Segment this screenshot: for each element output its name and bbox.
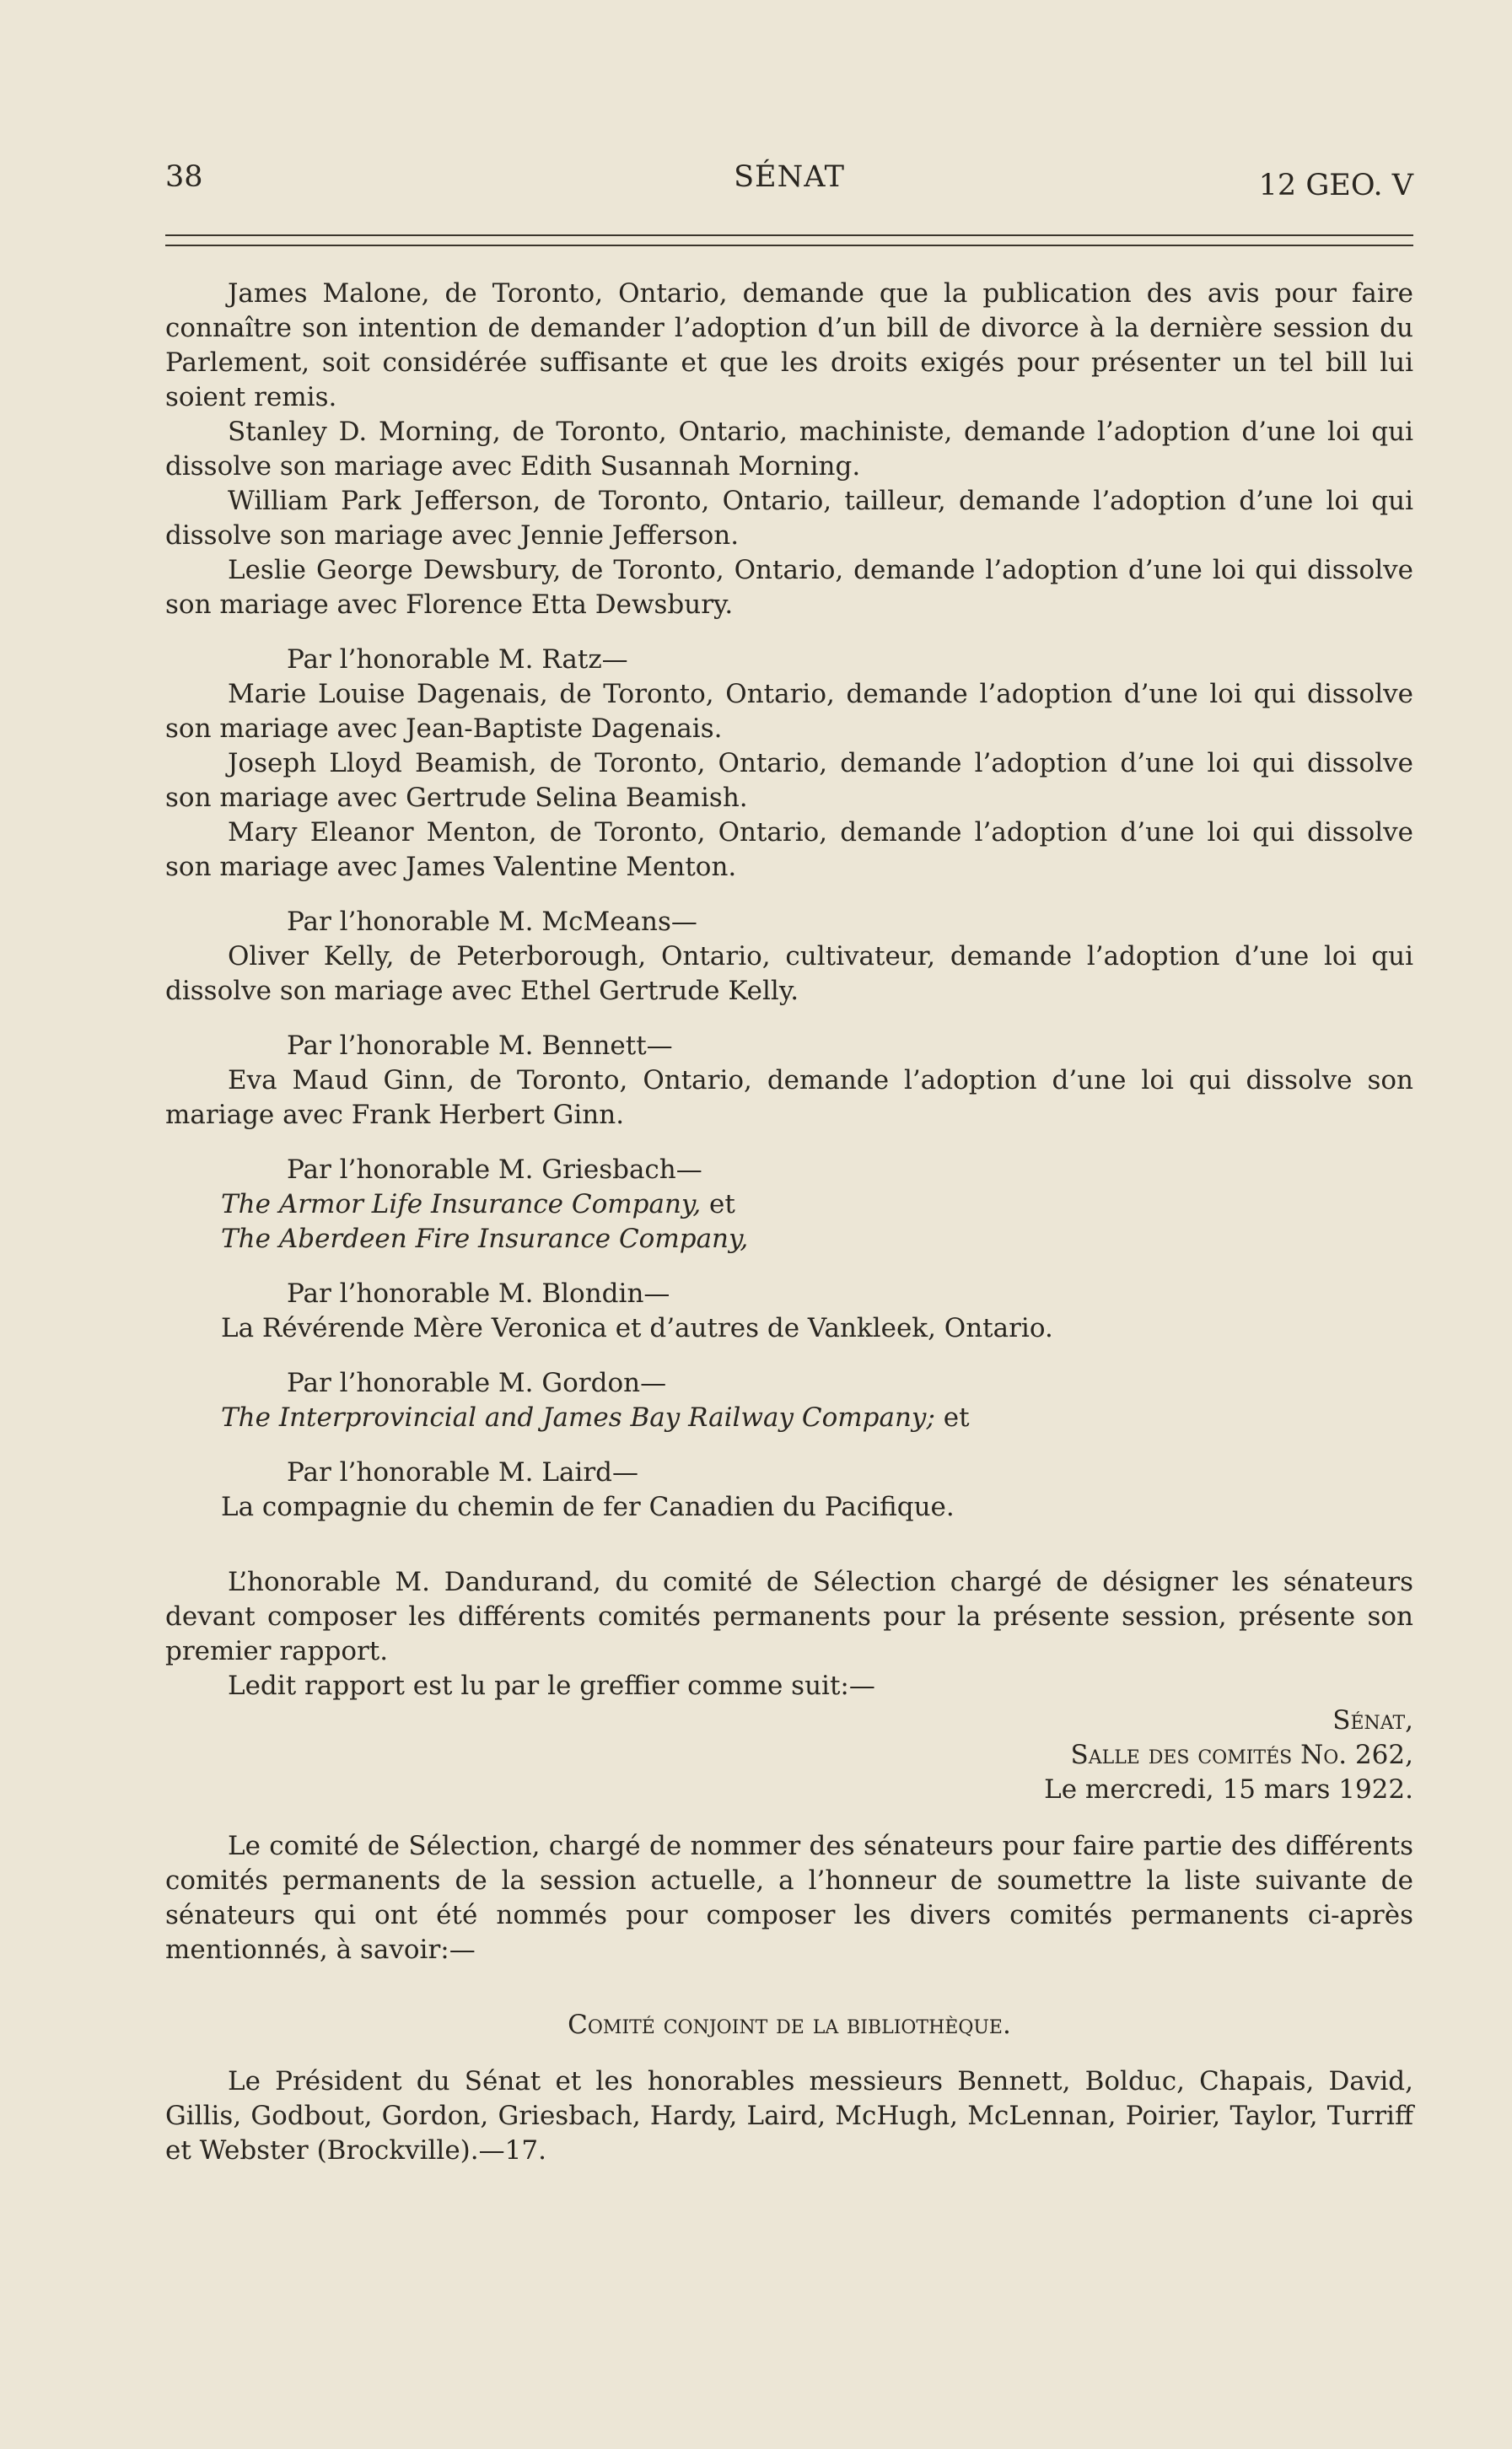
conjunction: et	[934, 1402, 970, 1433]
paragraph: Leslie George Dewsbury, de Toronto, Ontario, demande l’adoption d’une loi qui dissolve son mariage avec Florence Etta Dewsbury.	[165, 555, 1413, 620]
committee-title: Comité conjoint de la bibliothèque.	[568, 2010, 1011, 2040]
paragraph: L’honorable M. Dandurand, du comité de Sélection chargé de désigner les sénateurs devant composer les différents comités permanents pour la présente session, présente son premier rapport.	[165, 1567, 1413, 1666]
sponsor-line: Par l’honorable M. McMeans—	[287, 907, 697, 937]
paragraph: Eva Maud Ginn, de Toronto, Ontario, demande l’adoption d’une loi qui dissolve son mariage avec Frank Herbert Ginn.	[165, 1065, 1413, 1130]
page-number: 38	[165, 160, 203, 194]
report-heading	[907, 1704, 1413, 1807]
paragraph: William Park Jefferson, de Toronto, Ontario, tailleur, demande l’adoption d’une loi qui dissolve son mariage avec Jennie Jefferson.	[165, 486, 1413, 551]
header-rule-bottom	[165, 245, 1413, 246]
report-origin: Sénat,	[1332, 1705, 1413, 1736]
sponsor-line: Par l’honorable M. Bennett—	[287, 1031, 673, 1061]
paragraph: Mary Eleanor Menton, de Toronto, Ontario, demande l’adoption d’une loi qui dissolve son mariage avec James Valentine Menton.	[165, 817, 1413, 882]
paragraph: Le Président du Sénat et les honorables messieurs Bennett, Bolduc, Chapais, David, Gillis, Godbout, Gordon, Griesbach, Hardy, Laird, McHugh, McLennan, Poirier, Taylor, Turriff et Webster (Brockville).—17.	[165, 2066, 1413, 2166]
session-label: 12 GEO. V	[1258, 169, 1413, 202]
paragraph: James Malone, de Toronto, Ontario, demande que la publication des avis pour faire connaître son intention de demander l’adoption d’un bill de divorce à la dernière session du Parlement, soit considérée suffisante et que les droits exigés pour présenter un tel bill lui soient remis.	[165, 278, 1413, 412]
sponsor-line: Par l’honorable M. Laird—	[287, 1457, 639, 1488]
company-name: The Armor Life Insurance Company,	[221, 1189, 702, 1219]
sponsor-line: Par l’honorable M. Griesbach—	[287, 1155, 702, 1185]
sponsor-line: Par l’honorable M. Blondin—	[287, 1278, 670, 1309]
page-body	[165, 277, 1413, 2168]
paragraph: Ledit rapport est lu par le greffier comme suit:—	[228, 1671, 875, 1701]
paragraph: Stanley D. Morning, de Toronto, Ontario, machiniste, demande l’adoption d’une loi qui dissolve son mariage avec Edith Susannah Morning.	[165, 417, 1413, 482]
header-rule-top	[165, 234, 1413, 236]
petition-line	[165, 1187, 1413, 1222]
petition-line: La compagnie du chemin de fer Canadien du Pacifique.	[221, 1492, 955, 1522]
paragraph: Oliver Kelly, de Peterborough, Ontario, cultivateur, demande l’adoption d’une loi qui dissolve son mariage avec Ethel Gertrude Kelly.	[165, 941, 1413, 1006]
paragraph: Le comité de Sélection, chargé de nommer des sénateurs pour faire partie des différents comités permanents de la session actuelle, a l’honneur de soumettre la liste suivante de sénateurs qui ont été nommés pour composer les divers comités permanents ci-après mentionnés, à savoir:—	[165, 1831, 1413, 1965]
paragraph: Joseph Lloyd Beamish, de Toronto, Ontario, demande l’adoption d’une loi qui dissolve son mariage avec Gertrude Selina Beamish.	[165, 748, 1413, 813]
sponsor-line: Par l’honorable M. Ratz—	[287, 644, 628, 675]
page-title: SÉNAT	[734, 160, 845, 194]
page-header	[165, 160, 1413, 211]
sponsor-line: Par l’honorable M. Gordon—	[287, 1368, 667, 1398]
company-name: The Aberdeen Fire Insurance Company,	[221, 1224, 749, 1254]
petition-line	[165, 1401, 1413, 1435]
paragraph: Marie Louise Dagenais, de Toronto, Ontario, demande l’adoption d’une loi qui dissolve son mariage avec Jean-Baptiste Dagenais.	[165, 679, 1413, 744]
company-name: The Interprovincial and James Bay Railway Company;	[221, 1402, 935, 1433]
report-room: Salle des comités No. 262,	[1070, 1740, 1413, 1770]
conjunction: et	[701, 1189, 735, 1219]
report-date: Le mercredi, 15 mars 1922.	[1044, 1774, 1413, 1805]
petition-line: La Révérende Mère Veronica et d’autres de Vankleek, Ontario.	[221, 1313, 1053, 1343]
